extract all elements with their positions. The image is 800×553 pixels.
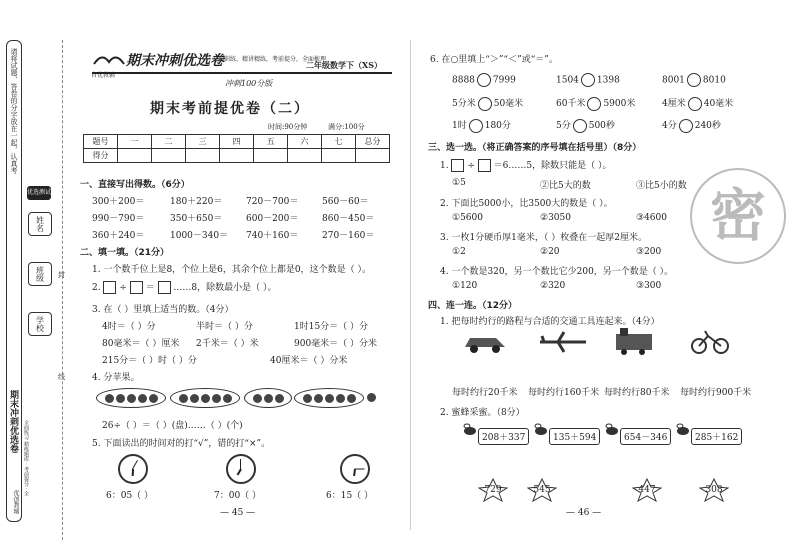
apple-answer: 26÷（ ）＝（ ）(盘)……（ ）(个) [102, 421, 243, 431]
calc-item: 350＋650＝ [170, 214, 223, 224]
score-input[interactable] [322, 149, 356, 163]
bee-expression[interactable]: 654－346 [620, 428, 671, 445]
calc-item: 600－200＝ [246, 214, 299, 224]
apple-plate [96, 388, 166, 408]
section-2-heading: 二、填一填。（21分） [80, 248, 170, 258]
unit-item: 1时15分＝（ ）分 [294, 322, 369, 332]
header-logo [92, 48, 126, 71]
compare-circle[interactable] [687, 73, 701, 87]
bee-icon [462, 422, 478, 436]
choice-option[interactable]: ①5600 [452, 213, 483, 223]
header-slogan: 专项训练，精讲精练，考前提分，全面梳理 [212, 56, 327, 63]
sidebar-brand-sub: 全面练习 精练题库 · 考前提分 · 全 [23, 420, 29, 497]
airplane-icon[interactable] [538, 330, 588, 354]
compare-circle[interactable] [573, 119, 587, 133]
sidebar-publisher: 优创教辅 [12, 490, 19, 514]
apple-plate [294, 388, 364, 408]
flower-value[interactable]: 545 [533, 485, 551, 495]
compare-circle[interactable] [478, 97, 492, 111]
clock-hand [132, 460, 138, 469]
compare-item: 4厘米 40毫米 [662, 96, 733, 111]
calc-item: 990－790＝ [92, 214, 145, 224]
unit-item: 215分＝（ ）时（ ）分 [102, 356, 197, 366]
divisor-box[interactable] [130, 281, 143, 294]
apple-plate [244, 388, 292, 408]
fill-q1: 1. 一个数千位上是8，个位上是6，其余个位上都是0，这个数是（ ）。 [92, 265, 371, 275]
calc-item: 1000－340＝ [170, 231, 229, 241]
car-icon[interactable] [462, 330, 508, 354]
name-field[interactable]: 姓名 [28, 212, 52, 236]
bee-expression[interactable]: 135＋594 [549, 428, 600, 445]
choice-q1: 1. ÷ ＝6……5，除数只能是（ ）。 [440, 161, 612, 171]
header-target: 冲刺100分版 [225, 79, 273, 88]
score-cell: 六 [288, 135, 322, 149]
train-icon[interactable] [612, 326, 658, 356]
clock-label: 7：00（ ） [214, 491, 262, 501]
score-table-header-row [84, 135, 390, 149]
header-publisher: 自优教辅 [91, 72, 116, 79]
apple-plate [170, 388, 240, 408]
score-input[interactable] [288, 149, 322, 163]
score-input[interactable] [186, 149, 220, 163]
score-cell: 题号 [84, 135, 118, 149]
clock-face [226, 454, 256, 484]
dividend-box[interactable] [103, 281, 116, 294]
compare-item: 1504 1398 [556, 73, 620, 87]
score-cell: 得分 [84, 149, 118, 163]
unit-item: 2千米＝（ ）米 [196, 339, 259, 349]
section-3-heading: 三、选一选。（将正确答案的序号填在括号里）（8分） [428, 143, 642, 153]
logo-text: 期末冲刺优选卷 [126, 53, 224, 69]
choice-option[interactable]: ②320 [540, 281, 566, 291]
compare-item: 4分 240秒 [662, 118, 721, 133]
compare-circle[interactable] [679, 119, 693, 133]
choice-option[interactable]: ③200 [636, 247, 662, 257]
bee-icon [604, 422, 620, 436]
compare-circle[interactable] [581, 73, 595, 87]
calc-item: 560－60＝ [322, 197, 369, 207]
clock-hand [355, 469, 365, 470]
section-4-heading: 四、连一连。（12分） [428, 301, 518, 311]
fill-q5: 5. 下面读出的时间对的打“√”，错的打“×”。 [92, 439, 271, 449]
clock-hand [353, 469, 356, 476]
header-rule [92, 72, 392, 74]
binding-sidebar [0, 0, 65, 553]
bicycle-icon[interactable] [690, 328, 730, 356]
calc-item: 720－700＝ [246, 197, 299, 207]
flower-value[interactable]: 308 [705, 485, 723, 495]
clock-hand [237, 469, 242, 476]
choice-option[interactable]: ③300 [636, 281, 662, 291]
calc-item: 270－160＝ [322, 231, 375, 241]
unit-item: 半时＝（ ）分 [196, 322, 253, 332]
compare-item: 5分米 50毫米 [452, 96, 523, 111]
calc-item: 860－450＝ [322, 214, 375, 224]
divisor-box[interactable] [478, 159, 491, 172]
grade-tag: 二年级数学下（XS） [306, 60, 382, 73]
extra-apple [367, 393, 376, 402]
choice-option[interactable]: ①120 [452, 281, 478, 291]
score-cell: 一 [118, 135, 152, 149]
score-table-score-row [84, 149, 390, 163]
unit-item: 40厘米＝（ ）分米 [270, 356, 348, 366]
score-input[interactable] [254, 149, 288, 163]
compare-item: 8001 8010 [662, 73, 726, 87]
bee-expression[interactable]: 285＋162 [691, 428, 742, 445]
sidebar-brand: 期末冲刺优选卷 [8, 390, 18, 453]
score-input[interactable] [152, 149, 186, 163]
compare-item: 1时 180分 [452, 118, 511, 133]
choice-option[interactable]: ②20 [540, 247, 560, 257]
section-1-heading: 一、直接写出得数。（6分） [80, 180, 190, 190]
choice-option[interactable]: ②比5大的数 [540, 181, 591, 191]
choice-option[interactable]: ①2 [452, 247, 466, 257]
calc-item: 300＋200＝ [92, 197, 145, 207]
score-cell: 总分 [356, 135, 390, 149]
compare-item: 60千米 5900米 [556, 96, 635, 111]
school-field[interactable]: 学校 [28, 312, 52, 336]
fill-q4: 4. 分苹果。 [92, 373, 140, 383]
calc-item: 180＋220＝ [170, 197, 223, 207]
bee-expression[interactable]: 208＋337 [478, 428, 529, 445]
fill-q3: 3. 在（ ）里填上适当的数。（4分） [92, 305, 234, 315]
score-table [83, 134, 390, 163]
cut-line [62, 40, 63, 540]
clock-face [340, 454, 370, 484]
compare-circle[interactable] [688, 97, 702, 111]
unit-item: 80毫米＝（ ）厘米 [102, 339, 180, 349]
bee-icon [533, 422, 549, 436]
match-q1: 1. 把每时约行的路程与合适的交通工具连起来。（4分） [440, 317, 660, 327]
score-input[interactable] [356, 149, 390, 163]
speed-label[interactable]: 每时约行20千米 [452, 388, 518, 398]
exam-total: 满分:100分 [328, 123, 365, 131]
calc-item: 360＋240＝ [92, 231, 145, 241]
compare-circle[interactable] [469, 119, 483, 133]
quotient-box[interactable] [158, 281, 171, 294]
compare-q6: 6. 在○里填上“＞”“＜”或“＝”。 [430, 55, 558, 65]
dividend-box[interactable] [451, 159, 464, 172]
page-title: 期末考前提优卷（二） [150, 101, 310, 117]
flower-value[interactable]: 729 [484, 485, 502, 495]
choice-q4: 4. 一个数是320，另一个数比它少200，另一个数是（ ）。 [440, 267, 674, 277]
bee-icon [675, 422, 691, 436]
choice-option[interactable]: ③比5小的数 [636, 181, 687, 191]
clock-hand [240, 459, 241, 469]
score-input[interactable] [118, 149, 152, 163]
compare-item: 8888 7999 [452, 73, 516, 87]
choice-option[interactable]: ①5 [452, 178, 466, 188]
page-number-right: — 46 — [566, 508, 602, 518]
choice-option[interactable]: ③4600 [636, 213, 667, 223]
exam-time: 时间:90分钟 [268, 123, 308, 131]
clock-label: 6：15（ ） [326, 491, 374, 501]
match-q2: 2. 蜜蜂采蜜。（8分） [440, 408, 525, 418]
compare-item: 5分 500秒 [556, 118, 615, 133]
book-logo-icon [92, 48, 126, 68]
score-cell: 二 [152, 135, 186, 149]
page-number-left: — 45 — [220, 508, 256, 518]
flower-value[interactable]: 447 [638, 485, 656, 495]
choice-option[interactable]: ②3050 [540, 213, 571, 223]
score-cell: 四 [220, 135, 254, 149]
score-cell: 七 [322, 135, 356, 149]
compare-circle[interactable] [477, 73, 491, 87]
sidebar-note: 请将试题、答卷的分字放在一起，认真考 [10, 48, 18, 174]
speed-label[interactable]: 每时约行80千米 [604, 388, 670, 398]
choice-q2: 2. 下面比5000小，比3500大的数是（ ）。 [440, 199, 613, 209]
clock-label: 6：05（ ） [106, 491, 154, 501]
fill-q2: 2. ÷ ＝ ……8，除数最小是（ ）。 [92, 283, 277, 293]
cut-mark-line: 线 [58, 373, 65, 381]
unit-item: 900毫米＝（ ）分米 [294, 339, 378, 349]
secret-stamp: 密 [690, 168, 786, 264]
clock-face [118, 454, 148, 484]
calc-item: 740＋160＝ [246, 231, 299, 241]
score-cell: 三 [186, 135, 220, 149]
page-gutter [410, 40, 411, 530]
choice-q3: 3. 一枚1分硬币厚1毫米，（ ）枚叠在一起厚2厘米。 [440, 233, 647, 243]
class-field[interactable]: 班级 [28, 262, 52, 286]
score-cell: 五 [254, 135, 288, 149]
speed-label[interactable]: 每时约行160千米 [528, 388, 600, 398]
score-input[interactable] [220, 149, 254, 163]
cut-mark-seal: 封 [58, 271, 65, 279]
sidebar-tag: 优选测试 [27, 186, 51, 200]
speed-label[interactable]: 每时约行900千米 [680, 388, 752, 398]
compare-circle[interactable] [587, 97, 601, 111]
unit-item: 4时＝（ ）分 [102, 322, 156, 332]
clock-hand [132, 469, 134, 476]
